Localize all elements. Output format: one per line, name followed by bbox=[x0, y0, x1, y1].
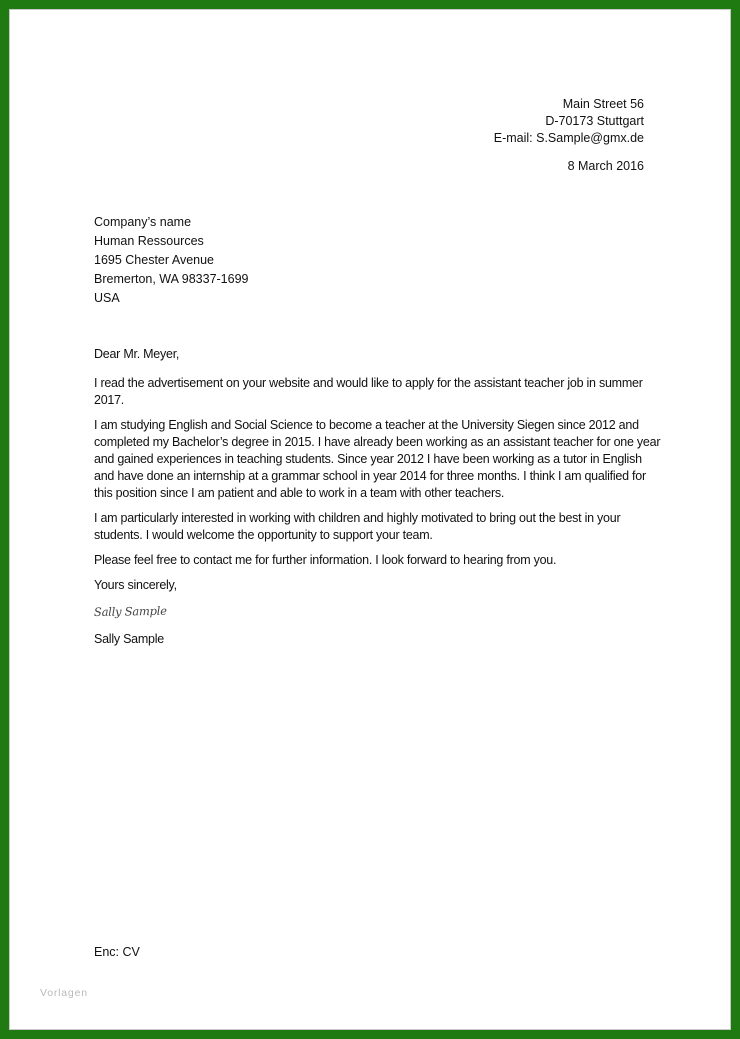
recipient-city: Bremerton, WA 98337-1699 bbox=[94, 272, 249, 286]
enclosure-note: Enc: CV bbox=[94, 945, 140, 959]
sender-address bbox=[494, 96, 644, 147]
sender-street: Main Street 56 bbox=[562, 97, 644, 111]
sender-name: Sally Sample bbox=[94, 632, 164, 646]
handwritten-signature: Sally Sample bbox=[93, 603, 167, 619]
closing: Yours sincerely, bbox=[94, 578, 177, 592]
recipient-company: Company’s name bbox=[94, 215, 192, 229]
recipient-department: Human Ressources bbox=[94, 234, 204, 248]
letter-date: 8 March 2016 bbox=[567, 159, 644, 173]
recipient-country: USA bbox=[94, 291, 120, 305]
sender-email: E-mail: S.Sample@gmx.de bbox=[493, 131, 644, 145]
salutation: Dear Mr. Meyer, bbox=[94, 347, 180, 361]
paragraph-1: I read the advertisement on your website and would like to apply for the assistant teacher job in summer 2017. bbox=[94, 376, 643, 407]
recipient-street: 1695 Chester Avenue bbox=[94, 253, 215, 267]
paragraph-2: I am studying English and Social Science to become a teacher at the University Siegen since 2012 and completed my Bachelor’s degree in 2015. I have already been working as an assistant teacher for one year and gained experiences in teaching students. Since year 2012 I have been working as a tutor in English and have done an internship at a grammar school in year 2014 for three months. I think I am qualified for this position since I am patient and able to work in a team with other teachers. bbox=[94, 418, 661, 500]
watermark: Vorlagen bbox=[40, 987, 88, 999]
sender-city: D-70173 Stuttgart bbox=[545, 114, 644, 128]
paragraph-3: I am particularly interested in working with children and highly motivated to bring out the best in your students. I would welcome the opportunity to support your team. bbox=[94, 511, 621, 542]
letter-page bbox=[9, 9, 731, 1030]
recipient-address bbox=[94, 213, 249, 308]
paragraph-4: Please feel free to contact me for further information. I look forward to hearing from you. bbox=[94, 553, 557, 567]
letter-body bbox=[94, 346, 662, 656]
